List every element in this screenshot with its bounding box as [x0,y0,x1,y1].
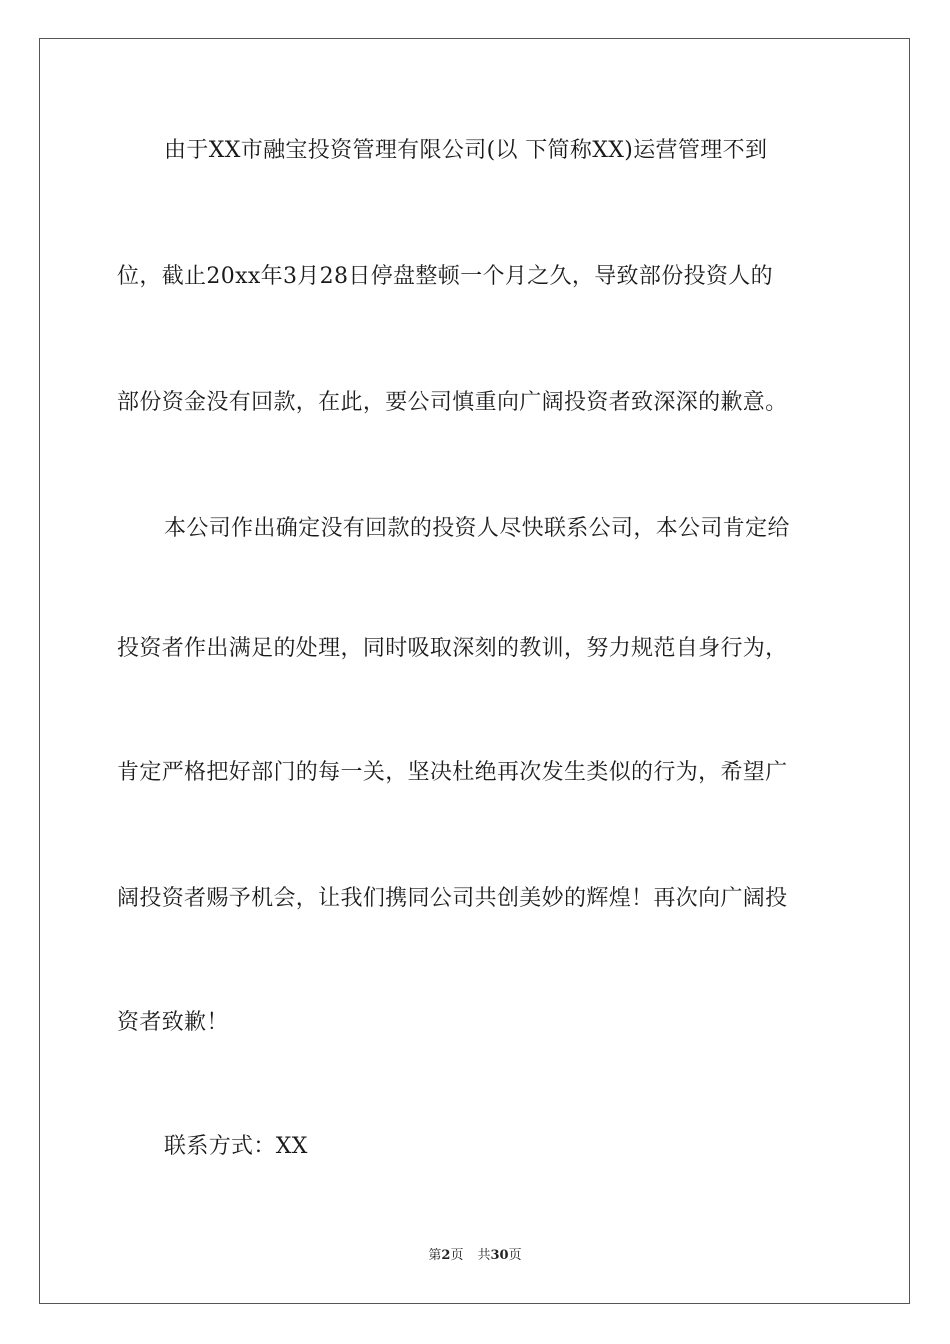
footer-page-number: 2 [441,1248,451,1263]
footer-total-suffix: 页 [508,1248,522,1263]
paragraph-1-line-1: 由于XX市融宝投资管理有限公司(以 下简称XX)运营管理不到 [164,138,768,163]
paragraph-1-line-3: 部份资金没有回款，在此，要公司慎重向广阔投资者致深深的歉意。 [117,390,788,415]
paragraph-2-line-4: 阔投资者赐予机会，让我们携同公司共创美妙的辉煌！再次向广阔投 [117,886,788,911]
paragraph-2-line-3: 肯定严格把好部门的每一关，坚决杜绝再次发生类似的行为，希望广 [117,760,788,785]
footer-total-pages: 30 [490,1248,509,1263]
paragraph-2-line-1: 本公司作出确定没有回款的投资人尽快联系公司，本公司肯定给 [164,516,790,541]
footer-page-prefix: 第 [428,1248,442,1263]
footer-total-prefix: 共 [477,1248,491,1263]
paragraph-2-line-2: 投资者作出满足的处理，同时吸取深刻的教训，努力规范自身行为， [117,636,788,661]
paragraph-2-line-5: 资者致歉！ [117,1010,229,1035]
contact-line: 联系方式：XX [164,1134,308,1159]
footer-page-suffix: 页 [450,1248,464,1263]
paragraph-1-line-2: 位，截止20xx年3月28日停盘整顿一个月之久，导致部份投资人的 [117,264,774,289]
page-frame [39,38,910,1304]
page-footer [0,1247,950,1265]
